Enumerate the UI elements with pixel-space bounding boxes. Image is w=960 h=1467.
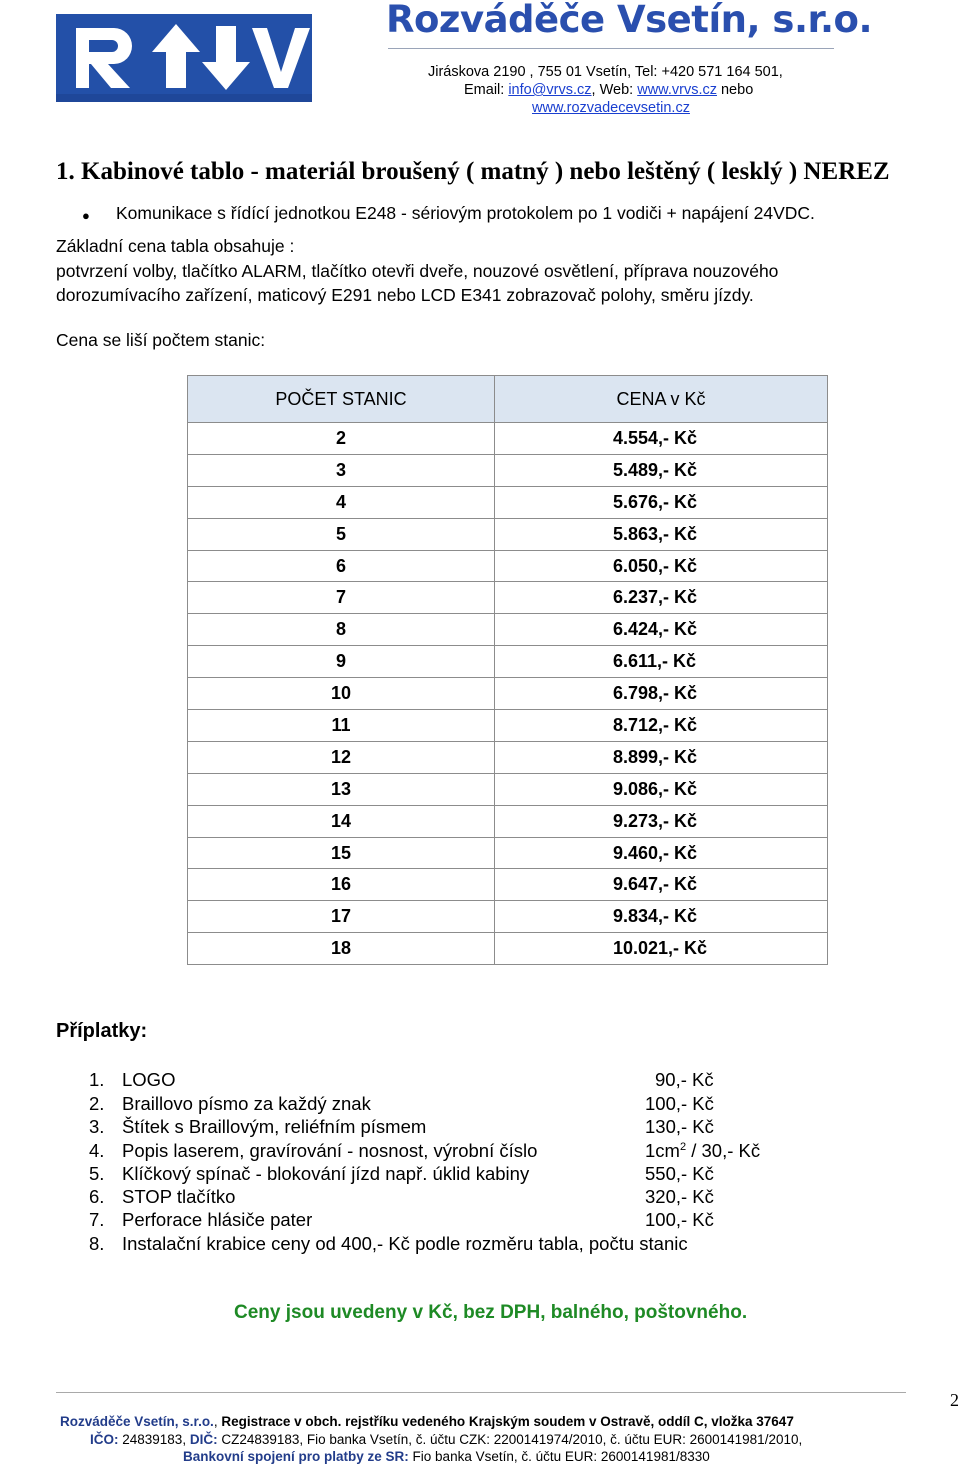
web-prefix: , Web:: [591, 82, 638, 98]
surcharge-label: Instalační krabice ceny od 400,- Kč podle rozměru tabla, počtu stanic: [122, 1233, 688, 1254]
footer-line-2: [90, 1432, 802, 1447]
stations-cell: 3: [188, 454, 495, 486]
surcharge-price: 100,- Kč: [645, 1209, 714, 1230]
stations-cell: 12: [188, 741, 495, 773]
bullet-text: Komunikace s řídící jednotkou E248 - sériovým protokolem po 1 vodiči + napájení 24VDC.: [116, 203, 815, 223]
price-cell: 6.424,- Kč: [495, 614, 828, 646]
price-cell: 6.798,- Kč: [495, 678, 828, 710]
footer-sr-label: Bankovní spojení pro platby ze SR:: [183, 1449, 413, 1464]
company-address: Jiráskova 2190 , 755 01 Vsetín, Tel: +420 571 164 501,: [428, 64, 783, 80]
table-row: [188, 646, 828, 678]
surcharge-label: LOGO: [122, 1069, 176, 1090]
intro-line-3: dorozumívacího zařízení, maticový E291 nebo LCD E341 zobrazovač polohy, směru jízdy.: [56, 285, 754, 305]
stations-cell: 2: [188, 423, 495, 455]
surcharge-number: 1.: [89, 1069, 105, 1090]
stations-cell: 18: [188, 933, 495, 965]
table-header-row: [188, 376, 828, 423]
surcharge-number: 4.: [89, 1140, 105, 1161]
footer-dic-label: DIČ:: [189, 1432, 222, 1447]
column-header-stations: POČET STANIC: [188, 376, 495, 423]
table-row: [188, 869, 828, 901]
price-footnote: Ceny jsou uvedeny v Kč, bez DPH, balného, poštovného.: [234, 1302, 748, 1323]
surcharge-price: [645, 1140, 760, 1162]
footer-company: Rozváděče Vsetín, s.r.o.: [60, 1414, 214, 1429]
stations-cell: 5: [188, 518, 495, 550]
price-cell: 9.273,- Kč: [495, 805, 828, 837]
price-cell: 9.086,- Kč: [495, 773, 828, 805]
price-cell: 6.050,- Kč: [495, 550, 828, 582]
surcharge-label: Braillovo písmo za každý znak: [122, 1093, 371, 1114]
surcharge-price: 320,- Kč: [645, 1186, 714, 1207]
price-note: Cena se liší počtem stanic:: [56, 330, 266, 350]
table-row: [188, 550, 828, 582]
company-name: Rozváděče Vsetín, s.r.o.: [386, 0, 873, 41]
table-row: [188, 710, 828, 742]
footer-divider: [56, 1392, 906, 1393]
stations-cell: 17: [188, 901, 495, 933]
footer-ico-value: 24839183,: [122, 1432, 190, 1447]
footer-line-1: [60, 1414, 794, 1429]
surcharge-price-value: / 30,- Kč: [686, 1140, 761, 1161]
surcharge-price: 550,- Kč: [645, 1163, 714, 1184]
stations-cell: 15: [188, 837, 495, 869]
company-web-line: [532, 100, 690, 116]
price-cell: 5.676,- Kč: [495, 486, 828, 518]
email-prefix: Email:: [464, 82, 509, 98]
table-row: [188, 805, 828, 837]
web-link-2[interactable]: www.rozvadecevsetin.cz: [532, 100, 690, 116]
web-suffix: nebo: [716, 82, 754, 98]
stations-cell: 11: [188, 710, 495, 742]
table-row: [188, 454, 828, 486]
table-row: [188, 423, 828, 455]
stations-cell: 16: [188, 869, 495, 901]
stations-cell: 9: [188, 646, 495, 678]
table-row: [188, 773, 828, 805]
stations-cell: 7: [188, 582, 495, 614]
surcharges-heading: Příplatky:: [56, 1020, 148, 1042]
surcharge-price-unit: 1cm: [645, 1140, 680, 1161]
section-title: 1. Kabinové tablo - materiál broušený ( matný ) nebo leštěný ( lesklý ) NEREZ: [56, 158, 890, 185]
footer-sr-account: Fio banka Vsetín, č. účtu EUR: 2600141981/8330: [412, 1449, 710, 1464]
stations-cell: 13: [188, 773, 495, 805]
price-cell: 9.460,- Kč: [495, 837, 828, 869]
surcharge-label: Klíčkový spínač - blokování jízd např. úklid kabiny: [122, 1163, 530, 1184]
price-cell: 8.712,- Kč: [495, 710, 828, 742]
price-cell: 5.863,- Kč: [495, 518, 828, 550]
surcharge-number: 8.: [89, 1233, 105, 1254]
price-cell: 8.899,- Kč: [495, 741, 828, 773]
surcharge-label: Popis laserem, gravírování - nosnost, výrobní číslo: [122, 1140, 538, 1161]
surcharge-price: 100,- Kč: [645, 1093, 714, 1114]
stations-cell: 6: [188, 550, 495, 582]
table-row: [188, 518, 828, 550]
surcharge-number: 2.: [89, 1093, 105, 1114]
footer-line-3: [183, 1449, 710, 1464]
table-row: [188, 614, 828, 646]
page-number: 2: [950, 1390, 959, 1410]
price-cell: 10.021,- Kč: [495, 933, 828, 965]
price-cell: 6.237,- Kč: [495, 582, 828, 614]
stations-cell: 4: [188, 486, 495, 518]
company-logo: [56, 14, 312, 102]
surcharge-number: 7.: [89, 1209, 105, 1230]
surcharge-price: 90,- Kč: [655, 1069, 714, 1090]
table-row: [188, 837, 828, 869]
company-contact-line: [464, 82, 753, 98]
table-row: [188, 678, 828, 710]
footer-bank-details: CZ24839183, Fio banka Vsetín, č. účtu CZK: 2200141974/2010, č. účtu EUR: 2600141981/2010,: [221, 1432, 803, 1447]
table-row: [188, 741, 828, 773]
footer-separator: ,: [213, 1414, 222, 1429]
column-header-price: CENA v Kč: [495, 376, 828, 423]
price-table: [187, 375, 828, 965]
header-divider: [388, 48, 834, 49]
table-row: [188, 933, 828, 965]
price-cell: 4.554,- Kč: [495, 423, 828, 455]
footer-registration: Registrace v obch. rejstříku vedeného Krajským soudem v Ostravě, oddíl C, vložka 37647: [221, 1414, 794, 1429]
surcharge-number: 5.: [89, 1163, 105, 1184]
table-row: [188, 582, 828, 614]
table-row: [188, 901, 828, 933]
table-row: [188, 486, 828, 518]
intro-line-2: potvrzení volby, tlačítko ALARM, tlačítko otevři dveře, nouzové osvětlení, příprava nouzového: [56, 261, 779, 281]
price-cell: 6.611,- Kč: [495, 646, 828, 678]
surcharge-price-superscript: 2: [679, 1140, 687, 1153]
price-cell: 9.647,- Kč: [495, 869, 828, 901]
surcharge-label: Štítek s Braillovým, reliéfním písmem: [122, 1116, 427, 1137]
intro-line-1: Základní cena tabla obsahuje :: [56, 236, 295, 256]
footer-ico-label: IČO:: [90, 1432, 123, 1447]
surcharge-number: 3.: [89, 1116, 105, 1137]
stations-cell: 10: [188, 678, 495, 710]
web-link[interactable]: www.vrvs.cz: [637, 82, 717, 98]
price-cell: 9.834,- Kč: [495, 901, 828, 933]
bullet-icon: ●: [82, 208, 90, 223]
surcharge-label: Perforace hlásiče pater: [122, 1209, 313, 1230]
surcharge-label: STOP tlačítko: [122, 1186, 236, 1207]
stations-cell: 8: [188, 614, 495, 646]
price-cell: 5.489,- Kč: [495, 454, 828, 486]
surcharge-number: 6.: [89, 1186, 105, 1207]
stations-cell: 14: [188, 805, 495, 837]
email-link[interactable]: info@vrvs.cz: [508, 82, 592, 98]
surcharge-price: 130,- Kč: [645, 1116, 714, 1137]
